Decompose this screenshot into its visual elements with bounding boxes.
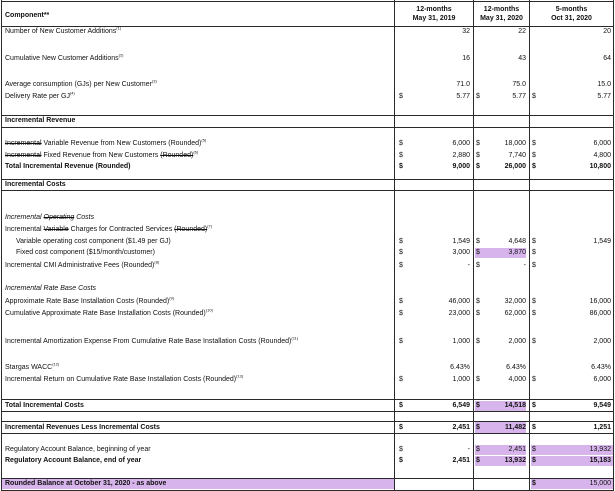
dollar-col3: $ [532,310,536,317]
value-col3: 2,000 [593,338,611,345]
value-col2: 32,000 [504,298,526,305]
value-col2: 5.77 [512,93,526,100]
value-col3: 64 [603,55,611,62]
dollar-col2: $ [476,310,480,317]
dollar-col2: $ [476,457,480,464]
dollar-col2: $ [476,402,480,409]
dollar-col3: $ [532,457,536,464]
dollar-col1: $ [399,152,403,159]
row-label: Incremental Return on Cumulative Rate Base Installation Costs (Rounded)$^{(13)}$ [5,375,244,383]
dollar-col3: $ [532,338,536,345]
section-incremental-revenue: Incremental Revenue [5,117,76,124]
value-col1: 5.77 [456,93,470,100]
row-label: Regulatory Account Balance, end of year [5,457,142,464]
row-label: Total Incremental Revenue (Rounded) [5,163,131,170]
dollar-col2: $ [476,238,480,245]
dollar-col1: $ [399,338,403,345]
value-col1: - [467,446,470,453]
dollar-col3: $ [532,402,536,409]
value-col3: 20 [603,28,611,35]
value-col1: 1,000 [452,338,470,345]
dollar-col2: $ [476,298,480,305]
value-col1: 23,000 [448,310,470,317]
value-col3: 15.0 [597,81,611,88]
dollar-col1: $ [399,402,403,409]
dollar-col1: $ [399,310,403,317]
row-label: Stargas WACC$^{(12)}$ [5,363,60,371]
dollar-col3: $ [532,446,536,453]
dollar-col1: $ [399,249,403,256]
value-col2: 6.43% [506,364,526,371]
row-label: Cumulative New Customer Additions$^{(2)}$ [5,54,124,62]
value-col1: 2,880 [452,152,470,159]
value-col2: 22 [518,28,526,35]
value-col2: - [523,262,526,269]
dollar-col2: $ [476,163,480,170]
row-label: Average consumption (GJs) per New Customer$^{(3)}$ [5,80,157,88]
dollar-col1: $ [399,376,403,383]
row-label: Fixed cost component ($15/month/customer) [16,249,155,256]
dollar-col3: $ [532,480,536,487]
row-label: Delivery Rate per GJ$^{(4)}$ [5,92,75,100]
value-col2: 4,648 [508,238,526,245]
dollar-col1: $ [399,446,403,453]
value-col2: 75.0 [512,81,526,88]
dollar-col1: $ [399,457,403,464]
row-label: Incremental CMI Administrative Fees (Rounded)$^{(8)}$ [5,261,160,269]
value-col1: 3,000 [452,249,470,256]
value-col3: 1,251 [593,424,611,431]
value-col1: - [467,262,470,269]
value-col1: 6,000 [452,140,470,147]
dollar-col1: $ [399,140,403,147]
row-label: Cumulative Approximate Rate Base Installation Costs (Rounded)$^{(10)}$ [5,309,213,317]
value-col3: 9,549 [593,402,611,409]
dollar-col1: $ [399,163,403,170]
section-incremental-costs: Incremental Costs [5,181,66,188]
value-col2: 7,740 [508,152,526,159]
row-label: Total Incremental Costs [5,402,84,409]
value-col1: 2,451 [452,457,470,464]
value-col1: 9,000 [452,163,470,170]
value-col2: 18,000 [504,140,526,147]
row-label: Rounded Balance at October 31, 2020 - as above [5,480,167,487]
value-col3: 10,800 [589,163,611,170]
value-col2: 11,482 [504,424,526,431]
row-label: Incremental Variable Charges for Contracted Services (Rounded)$^{(7)}$ [5,225,213,233]
value-col1: 6.43% [450,364,470,371]
dollar-col2: $ [476,93,480,100]
row-label: Number of New Customer Additions$^{(1)}$ [5,27,122,35]
dollar-col2: $ [476,338,480,345]
dollar-col2: $ [476,376,480,383]
value-col2: 43 [518,55,526,62]
row-label: Approximate Rate Base Installation Costs (Rounded)$^{(9)}$ [5,297,175,305]
dollar-col2: $ [476,446,480,453]
value-col3: 5.77 [597,93,611,100]
dollar-col2: $ [476,152,480,159]
value-col1: 71.0 [456,81,470,88]
value-col1: 6,549 [452,402,470,409]
row-label: Variable operating cost component ($1.49 per GJ) [16,238,171,245]
dollar-col3: $ [532,238,536,245]
value-col2: 62,000 [504,310,526,317]
header-component: Component** [5,12,50,19]
dollar-col1: $ [399,238,403,245]
row-label: Incremental Fixed Revenue from New Customers (Rounded)$^{(6)}$ [5,151,199,159]
value-col3: 86,000 [589,310,611,317]
dollar-col2: $ [476,249,480,256]
row-label: Incremental Variable Revenue from New Customers (Rounded)$^{(5)}$ [5,139,207,147]
section-rate-base-costs: Incremental Rate Base Costs [5,285,97,292]
dollar-col1: $ [399,262,403,269]
value-col3: 6,000 [593,140,611,147]
value-col3: 15,183 [589,457,611,464]
dollar-col3: $ [532,140,536,147]
value-col2: 13,932 [504,457,526,464]
row-label: Incremental Revenues Less Incremental Costs [5,424,160,431]
value-col2: 3,870 [508,249,526,256]
value-col3: 13,932 [589,446,611,453]
dollar-col3: $ [532,376,536,383]
value-col2: 14,518 [504,402,526,409]
dollar-col3: $ [532,163,536,170]
dollar-col3: $ [532,93,536,100]
value-col2: 26,000 [504,163,526,170]
value-col1: 46,000 [448,298,470,305]
dollar-col3: $ [532,152,536,159]
dollar-col2: $ [476,424,480,431]
value-col2: 2,451 [508,446,526,453]
value-col3: 16,000 [589,298,611,305]
value-col3: 15,000 [589,480,611,487]
dollar-col2: $ [476,140,480,147]
value-col1: 32 [462,28,470,35]
value-col2: 2,000 [508,338,526,345]
row-label: Regulatory Account Balance, beginning of year [5,446,151,453]
dollar-col1: $ [399,298,403,305]
value-col1: 1,549 [452,238,470,245]
dollar-col3: $ [532,424,536,431]
dollar-col1: $ [399,93,403,100]
row-label: Incremental Operating Costs [5,214,95,221]
value-col2: 4,000 [508,376,526,383]
dollar-col3: $ [532,298,536,305]
value-col3: 4,800 [593,152,611,159]
header-col2: 12-months May 31, 2020 [480,6,523,22]
header-col1: 12-months May 31, 2019 [412,6,456,22]
value-col1: 1,000 [452,376,470,383]
dollar-col3: $ [532,249,536,256]
dollar-col2: $ [476,262,480,269]
value-col3: 1,549 [593,238,611,245]
dollar-col3: $ [532,262,536,269]
value-col1: 16 [462,55,470,62]
row-label: Incremental Amortization Expense From Cumulative Rate Base Installation Costs (Rounded)$^{(11)}$ [5,337,299,345]
value-col3: 6,000 [593,376,611,383]
value-col3: 6.43% [591,364,611,371]
value-col1: 2,451 [452,424,470,431]
dollar-col1: $ [399,424,403,431]
header-col3: 5-months Oct 31, 2020 [551,6,592,22]
